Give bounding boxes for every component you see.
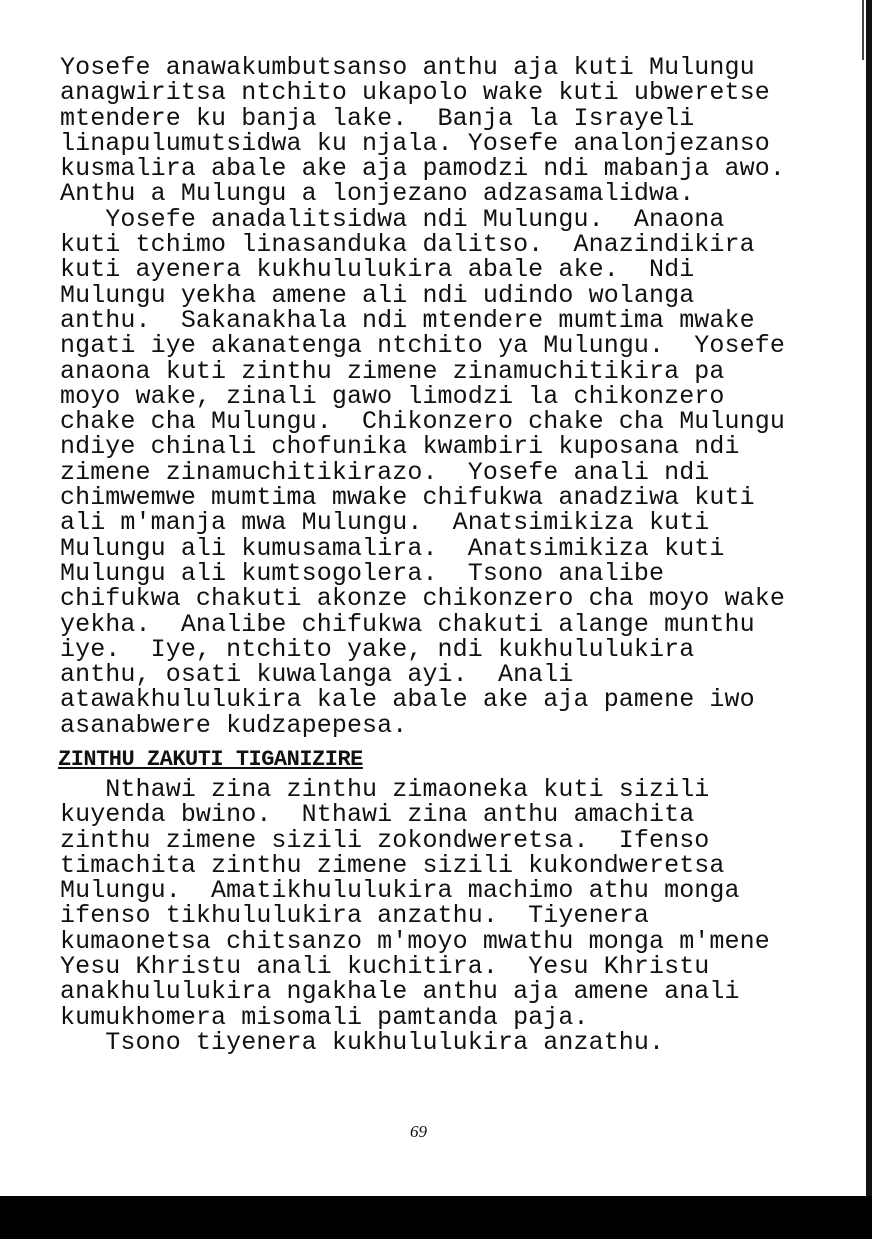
text-line: Yosefe anadalitsidwa ndi Mulungu. Anaona xyxy=(60,204,725,234)
text-line: kuti tchimo linasanduka dalitso. Anazindikira xyxy=(60,230,755,260)
text-line: anagwiritsa ntchito ukapolo wake kuti ubweretse xyxy=(60,78,770,108)
text-line: Mulungu ali kumusamalira. Anatsimikiza kuti xyxy=(60,533,725,563)
text-line: ali m'manja mwa Mulungu. Anatsimikiza kuti xyxy=(60,508,710,538)
text-line: Tsono tiyenera kukhululukira anzathu. xyxy=(60,1027,665,1057)
text-line: anakhululukira ngakhale anthu aja amene anali xyxy=(60,977,740,1007)
text-line: timachita zinthu zimene sizili kukondweretsa xyxy=(60,850,725,880)
scan-edge-mark xyxy=(862,0,864,60)
text-line: anaona kuti zinthu zimene zinamuchitikira pa xyxy=(60,356,725,386)
text-line: anthu, osati kuwalanga ayi. Anali xyxy=(60,660,574,690)
text-line: Anthu a Mulungu a lonjezano adzasamalidwa. xyxy=(60,179,695,209)
text-line: kuti ayenera kukhululukira abale ake. Ndi xyxy=(60,255,695,285)
text-line: Nthawi zina zinthu zimaoneka kuti sizili xyxy=(60,775,710,804)
text-line: Mulungu. Amatikhululukira machimo athu monga xyxy=(60,876,740,906)
scan-edge-right xyxy=(866,0,872,1197)
paragraph-2 xyxy=(60,777,770,1055)
text-line: mtendere ku banja lake. Banja la Israyeli xyxy=(60,103,695,133)
paragraph-1 xyxy=(60,55,785,738)
text-line: kusmalira abale ake aja pamodzi ndi mabanja awo. xyxy=(60,154,785,184)
text-line: chifukwa chakuti akonze chikonzero cha moyo wake xyxy=(60,584,785,614)
text-line: Mulungu yekha amene ali ndi udindo wolanga xyxy=(60,280,695,310)
text-line: ngati iye akanatenga ntchito ya Mulungu. Yosefe xyxy=(60,331,785,361)
text-line: zimene zinamuchitikirazo. Yosefe anali ndi xyxy=(60,457,710,487)
text-line: anthu. Sakanakhala ndi mtendere mumtima mwake xyxy=(60,305,755,335)
text-line: asanabwere kudzapepesa. xyxy=(60,710,408,740)
scan-edge-bottom xyxy=(0,1196,872,1239)
section-heading: ZINTHU ZAKUTI TIGANIZIRE xyxy=(58,747,363,772)
text-line: chimwemwe mumtima mwake chifukwa anadziwa kuti xyxy=(60,483,755,513)
text-line: linapulumutsidwa ku njala. Yosefe analonjezanso xyxy=(60,128,770,158)
text-line: kumukhomera misomali pamtanda paja. xyxy=(60,1002,589,1032)
text-line: moyo wake, zinali gawo limodzi la chikonzero xyxy=(60,381,725,411)
text-line: ndiye chinali chofunika kwambiri kuposana ndi xyxy=(60,432,740,462)
text-line: atawakhululukira kale abale ake aja pamene iwo xyxy=(60,685,755,715)
text-line: kuyenda bwino. Nthawi zina anthu amachita xyxy=(60,800,695,830)
text-line: yekha. Analibe chifukwa chakuti alange munthu xyxy=(60,609,755,639)
text-line: iye. Iye, ntchito yake, ndi kukhululukira xyxy=(60,634,695,664)
text-line: Mulungu ali kumtsogolera. Tsono analibe xyxy=(60,558,665,588)
text-line: Yosefe anawakumbutsanso anthu aja kuti Mulungu xyxy=(60,53,755,82)
text-line: ifenso tikhululukira anzathu. Tiyenera xyxy=(60,901,649,931)
text-line: chake cha Mulungu. Chikonzero chake cha Mulungu xyxy=(60,407,785,437)
text-line: kumaonetsa chitsanzo m'moyo mwathu monga m'mene xyxy=(60,926,770,956)
text-line: zinthu zimene sizili zokondweretsa. Ifenso xyxy=(60,825,710,855)
page-number: 69 xyxy=(410,1122,427,1141)
text-line: Yesu Khristu anali kuchitira. Yesu Khristu xyxy=(60,952,710,982)
